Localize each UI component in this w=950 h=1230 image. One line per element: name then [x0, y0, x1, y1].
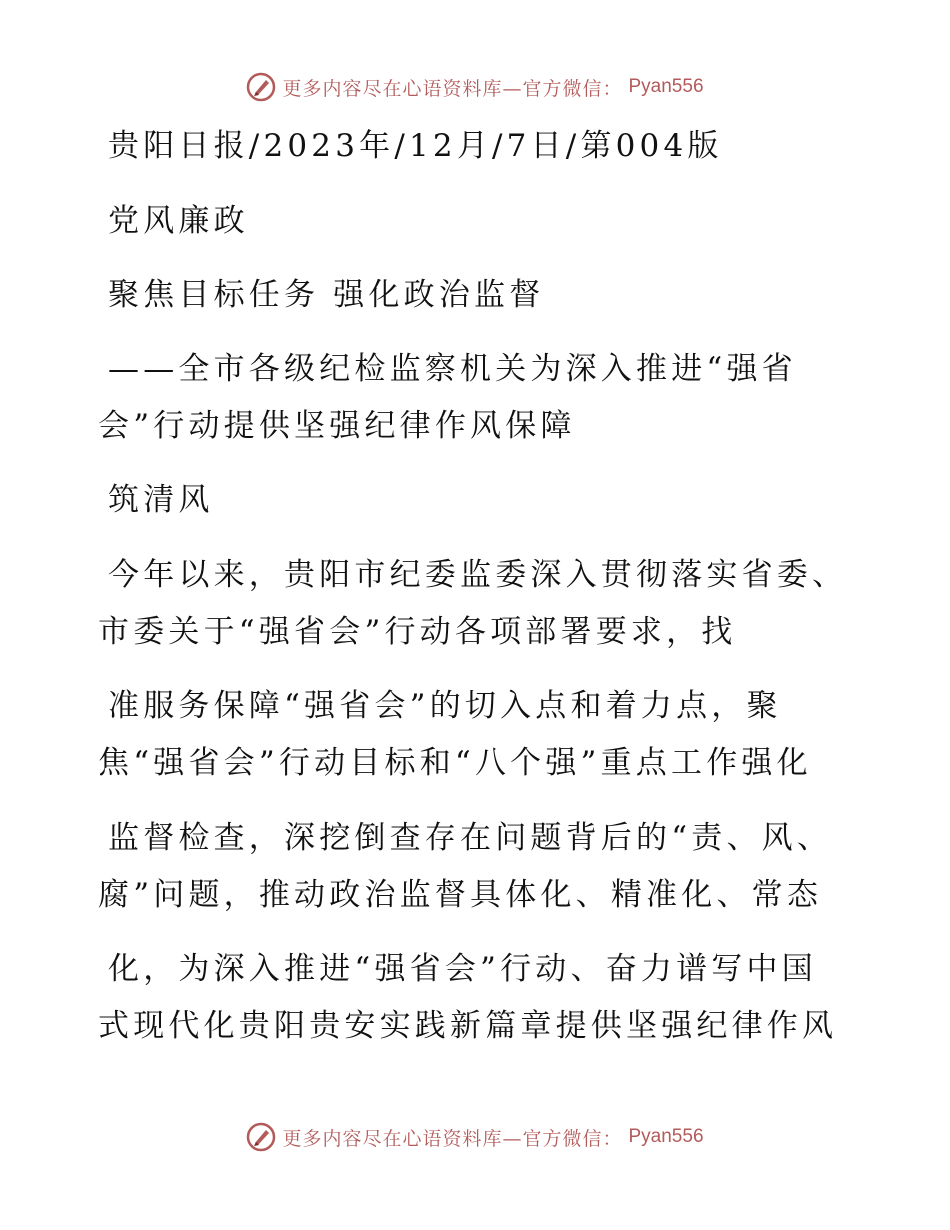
body-line: 市委关于“强省会”行动各项部署要求，找 — [98, 614, 737, 650]
watermark-text: 更多内容尽在心语资料库—官方微信： — [282, 77, 623, 100]
body-line: 式现代化贵阳贵安实践新篇章提供坚强纪律作风 — [98, 1008, 838, 1044]
body-line: 焦“强省会”行动目标和“八个强”重点工作强化 — [98, 745, 812, 781]
newspaper-source-line: 贵阳日报/2023年/12月/7日/第004版 — [108, 128, 723, 164]
watermark-header — [0, 72, 950, 102]
watermark-text: 更多内容尽在心语资料库—官方微信： — [282, 1127, 623, 1150]
body-line: 准服务保障“强省会”的切入点和着力点，聚 — [108, 688, 782, 724]
article-title: 聚焦目标任务 强化政治监督 — [108, 277, 545, 313]
watermark-wechat-id: Pyan556 — [628, 1126, 704, 1147]
body-line: 今年以来，贵阳市纪委监委深入贯彻落实省委、 — [108, 557, 848, 593]
watermark-wechat-id: Pyan556 — [628, 76, 704, 97]
pen-seal-logo-icon — [246, 1122, 276, 1152]
pen-seal-logo-icon — [246, 72, 276, 102]
body-line: 监督检查，深挖倒查存在问题背后的“责、风、 — [108, 820, 833, 856]
body-line: 腐”问题，推动政治监督具体化、精准化、常态 — [98, 877, 823, 913]
column-title: 党风廉政 — [108, 203, 249, 239]
body-line: 化，为深入推进“强省会”行动、奋力谱写中国 — [108, 951, 817, 987]
article-author: 筑清风 — [108, 482, 214, 518]
article-subtitle-line-1: ——全市各级纪检监察机关为深入推进“强省 — [108, 351, 797, 387]
article-subtitle-line-2: 会”行动提供坚强纪律作风保障 — [98, 408, 576, 444]
watermark-footer — [0, 1122, 950, 1152]
